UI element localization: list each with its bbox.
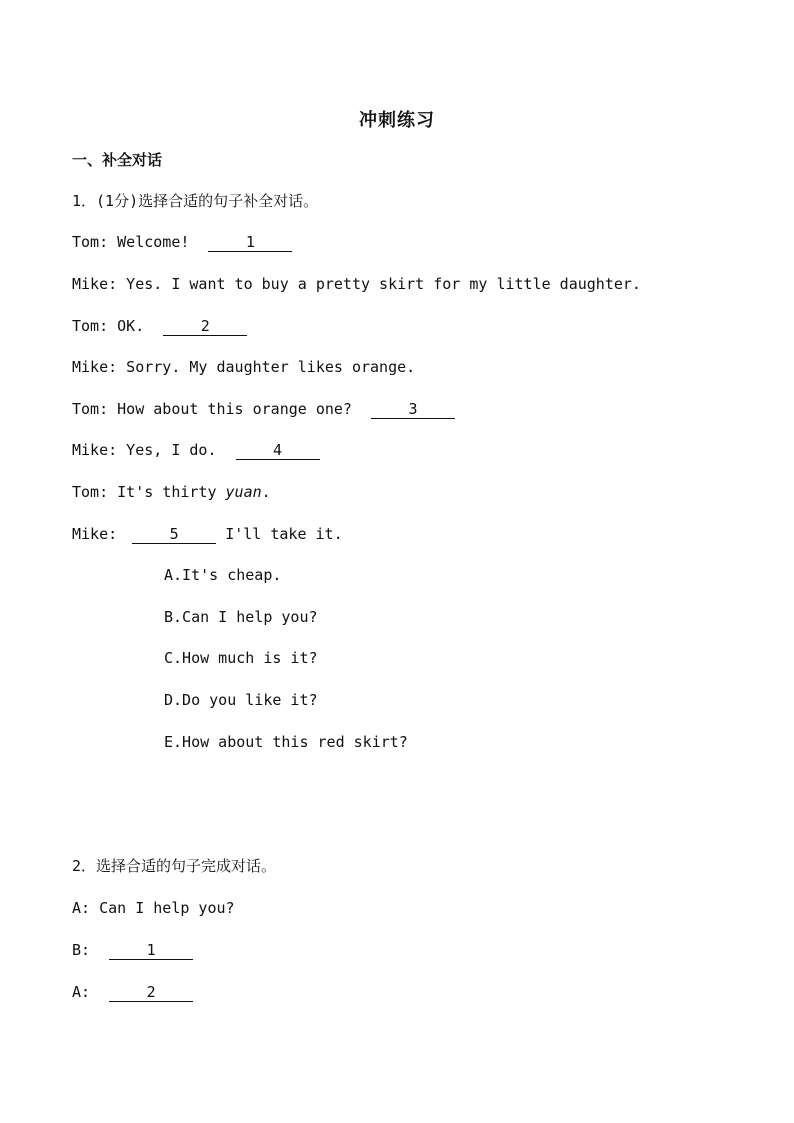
dialogue-line — [72, 524, 343, 544]
line-text: Can I help you? — [90, 899, 235, 917]
option-e: E.How about this red skirt? — [164, 733, 408, 751]
line-text: How about this orange one? — [108, 400, 361, 418]
speaker: B: — [72, 941, 91, 959]
speaker: Mike: — [72, 358, 118, 376]
answer-blank[interactable]: 1 — [208, 233, 292, 252]
answer-blank[interactable]: 2 — [109, 983, 193, 1002]
dialogue-line — [72, 898, 235, 918]
option-c: C.How much is it? — [164, 649, 318, 667]
line-text: Yes, I do. — [117, 441, 226, 459]
option-b: B.Can I help you? — [164, 608, 318, 626]
dialogue-line — [72, 316, 247, 336]
question-1-header: 1．(1分)选择合适的句子补全对话。 — [72, 192, 319, 210]
line-text: Sorry. My daughter likes orange. — [117, 358, 416, 376]
answer-blank[interactable]: 4 — [236, 441, 320, 460]
dialogue-line — [72, 357, 415, 377]
speaker: Tom: — [72, 233, 109, 251]
dialogue-line — [72, 482, 271, 502]
option-d: D.Do you like it? — [164, 691, 318, 709]
line-text: OK. — [108, 317, 154, 335]
speaker: Tom: — [72, 483, 109, 501]
dialogue-line — [72, 440, 320, 460]
answer-blank[interactable]: 2 — [163, 317, 247, 336]
answer-blank[interactable]: 1 — [109, 941, 193, 960]
italic-word: yuan — [225, 483, 262, 501]
line-text: I'll take it. — [216, 525, 343, 543]
speaker: Tom: — [72, 317, 109, 335]
option-a: A.It's cheap. — [164, 566, 282, 584]
line-text — [117, 525, 126, 543]
speaker: A: — [72, 983, 91, 1001]
line-text — [90, 983, 99, 1001]
answer-blank[interactable]: 5 — [132, 525, 216, 544]
answer-blank[interactable]: 3 — [371, 400, 455, 419]
dialogue-line — [72, 232, 292, 252]
question-2-header: 2．选择合适的句子完成对话。 — [72, 857, 277, 875]
section-heading: 一、补全对话 — [72, 151, 163, 169]
speaker: Mike: — [72, 525, 118, 543]
speaker: Tom: — [72, 400, 109, 418]
speaker: A: — [72, 899, 91, 917]
dialogue-line — [72, 274, 641, 294]
dialogue-line — [72, 982, 193, 1002]
speaker: Mike: — [72, 275, 118, 293]
line-text: . — [261, 483, 271, 501]
line-text: Yes. I want to buy a pretty skirt for my little daughter. — [117, 275, 641, 293]
dialogue-line — [72, 940, 193, 960]
dialogue-line — [72, 399, 455, 419]
page-title: 冲刺练习 — [359, 110, 435, 131]
line-text: It's thirty — [108, 483, 226, 501]
speaker: Mike: — [72, 441, 118, 459]
line-text: Welcome! — [108, 233, 199, 251]
line-text — [90, 941, 99, 959]
